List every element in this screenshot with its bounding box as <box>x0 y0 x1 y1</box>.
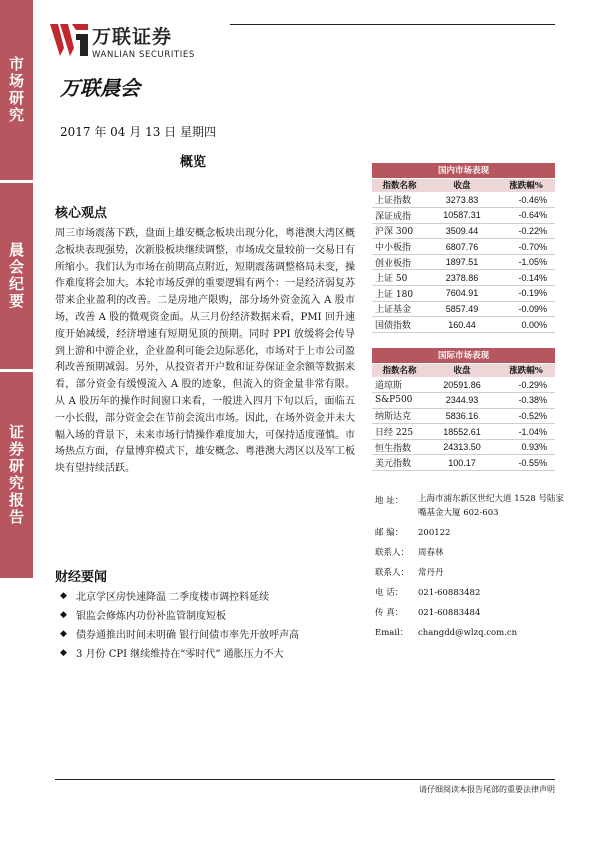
contact-key: 邮 编： <box>375 528 404 538</box>
index-name: 中小板指 <box>372 239 427 255</box>
contact-value: 周春林 <box>418 548 444 558</box>
table-row <box>372 301 555 317</box>
index-name: 沪深 300 <box>372 223 427 239</box>
index-name: 创业板指 <box>372 254 427 270</box>
news-heading: 财经要闻 <box>55 570 108 585</box>
contact-key: 传 真： <box>375 608 404 618</box>
table-row <box>372 223 555 239</box>
contact-row-person <box>375 546 565 560</box>
contact-value: 021-60883482 <box>418 588 481 598</box>
table-row <box>372 377 555 393</box>
index-name: 深证成指 <box>372 208 427 224</box>
contact-value: 常丹丹 <box>418 568 444 578</box>
index-name: 恒生指数 <box>372 439 427 455</box>
table-caption: 国际市场表现 <box>372 348 555 363</box>
table-row <box>372 408 555 424</box>
contact-key: 地 址： <box>375 496 404 506</box>
header-rule <box>230 24 555 25</box>
domestic-market-table <box>372 163 555 333</box>
contact-row-address <box>375 494 565 520</box>
index-change: -0.22% <box>497 223 555 239</box>
table-row <box>372 455 555 471</box>
index-change: -0.46% <box>497 192 555 208</box>
column-header: 收盘 <box>427 178 497 192</box>
table-row <box>372 270 555 286</box>
index-close: 3509.44 <box>427 223 497 239</box>
column-header: 收盘 <box>427 363 497 377</box>
overview-heading: 概览 <box>180 155 207 170</box>
index-close: 5836.16 <box>427 408 497 424</box>
column-header: 涨跌幅% <box>497 178 555 192</box>
index-name: 纳斯达克 <box>372 408 427 424</box>
brand-name-en: WANLIAN SECURITIES <box>92 50 195 60</box>
index-close: 1897.51 <box>427 254 497 270</box>
footer-rule <box>55 779 555 780</box>
index-change: -0.19% <box>497 286 555 302</box>
contact-row-fax <box>375 606 565 620</box>
index-close: 5857.49 <box>427 301 497 317</box>
diamond-bullet-icon: ◆ <box>60 590 67 601</box>
table-row <box>372 393 555 409</box>
table-row <box>372 254 555 270</box>
table-caption: 国内市场表现 <box>372 163 555 178</box>
table-row <box>372 439 555 455</box>
sidebar-label: 证券研究报告 <box>7 424 25 526</box>
brand-wordmark <box>92 22 195 60</box>
index-change: -0.52% <box>497 408 555 424</box>
index-close: 3273.83 <box>427 192 497 208</box>
core-view-body <box>55 226 355 478</box>
index-close: 2378.86 <box>427 270 497 286</box>
index-close: 160.44 <box>427 317 497 333</box>
index-name: 国债指数 <box>372 317 427 333</box>
index-change: -0.29% <box>497 377 555 393</box>
index-close: 10587.31 <box>427 208 497 224</box>
sidebar-label: 市场研究 <box>7 56 25 124</box>
contact-value: 上海市浦东新区世纪大道 1528 号陆家嘴基金大厦 602-603 <box>418 494 565 518</box>
brand-name-cn: 万联证券 <box>92 26 173 48</box>
news-item-text: 3 月份 CPI 继续维持在“零时代” 通胀压力不大 <box>76 649 284 660</box>
index-change: -0.64% <box>497 208 555 224</box>
table-row <box>372 424 555 440</box>
column-header: 涨跌幅% <box>497 363 555 377</box>
column-header: 指数名称 <box>372 363 427 377</box>
report-date: 2017 年 04 月 13 日 星期四 <box>60 125 216 139</box>
sidebar-block-market-research <box>0 0 33 180</box>
index-change: -0.55% <box>497 455 555 471</box>
column-header: 指数名称 <box>372 178 427 192</box>
table-row <box>372 317 555 333</box>
index-name: 上证 180 <box>372 286 427 302</box>
contact-block <box>375 494 565 646</box>
core-view-paragraph: 周三市场震荡下跌，盘面上雄安概念板块出现分化，粤港澳大湾区概念板块表现强势，次新股板块继续调整，市场成交量较前一交易日有所缩小。我们认为市场在前期高点附近，短期震荡调整格局未变，操作难度将会加大。本轮市场反弹的重要逻辑有两个：一是经济弱复苏带来企业盈利的改善。二是房地产限购，部分场外资金流入 A 股市场，改善 A 股的微观资金面。从三月份经济数据来看，PMI 回升速度开始减缓，经济增速有短期见顶的预期。同时 PPI 放缓将会传导到上游和中游企业，企业盈利可能会边际恶化，市场对于上市公司盈利改善预期减弱。另外，从投资者开户数和证券保证金余额等数据来看，部分资金有缓慢流入 A 股的迹象，但流入的资金量非常有限。从 A 股历年的操作时间窗口来看，一般进入四月下旬以后，面临五一小长假，部分资金会在节前会流出市场。因此，在场外资金并未大幅入场的背景下，未来市场行情操作难度加大，可保持适度谨慎。市场热点方面，存量博弈模式下，雄安概念、粤港澳大湾区以及军工板块有望持续活跃。 <box>55 228 355 475</box>
news-item[interactable] <box>60 586 299 605</box>
contact-key: 电 话： <box>375 588 404 598</box>
core-view-heading: 核心观点 <box>55 206 108 221</box>
contact-row-phone <box>375 586 565 600</box>
footer-disclaimer: 请仔细阅读本报告尾部的重要法律声明 <box>419 785 555 794</box>
sidebar-label: 晨会纪要 <box>7 242 25 310</box>
diamond-bullet-icon: ◆ <box>60 647 67 658</box>
index-close: 7604.91 <box>427 286 497 302</box>
index-close: 24313.50 <box>427 439 497 455</box>
contact-row-person <box>375 566 565 580</box>
index-change: -0.38% <box>497 393 555 409</box>
contact-row-postcode <box>375 526 565 540</box>
index-close: 6807.76 <box>427 239 497 255</box>
index-name: 道琼斯 <box>372 377 427 393</box>
sidebar-block-securities-report <box>0 372 33 578</box>
news-list <box>60 586 299 662</box>
email-link[interactable]: changdd@wlzq.com.cn <box>418 628 518 638</box>
news-item[interactable] <box>60 643 299 662</box>
index-close: 2344.93 <box>427 393 497 409</box>
table-row <box>372 239 555 255</box>
contact-value: 200122 <box>418 528 451 538</box>
index-name: 日经 225 <box>372 424 427 440</box>
contact-key: 联系人： <box>375 548 410 558</box>
index-name: 上证基金 <box>372 301 427 317</box>
index-close: 18552.61 <box>427 424 497 440</box>
diamond-bullet-icon: ◆ <box>60 628 67 639</box>
sidebar <box>0 0 33 842</box>
contact-row-email[interactable] <box>375 626 565 640</box>
news-item-text: 债券通推出时间未明确 银行间债市率先开放呼声高 <box>76 630 300 641</box>
index-close: 100.17 <box>427 455 497 471</box>
diamond-bullet-icon: ◆ <box>60 609 67 620</box>
index-name: 美元指数 <box>372 455 427 471</box>
contact-value: 021-60883484 <box>418 608 481 618</box>
index-change: -0.70% <box>497 239 555 255</box>
index-change: 0.00% <box>497 317 555 333</box>
index-change: -1.05% <box>497 254 555 270</box>
contact-key: 联系人： <box>375 568 410 578</box>
international-market-table <box>372 348 555 471</box>
news-item-text: 北京学区房快速降温 二季度楼市调控料延续 <box>76 592 270 603</box>
index-name: 上证指数 <box>372 192 427 208</box>
news-item[interactable] <box>60 624 299 643</box>
index-change: -0.14% <box>497 270 555 286</box>
table-row <box>372 286 555 302</box>
index-name: 上证 50 <box>372 270 427 286</box>
news-item[interactable] <box>60 605 299 624</box>
index-name: S&P500 <box>372 393 427 409</box>
sidebar-block-morning-notes <box>0 183 33 369</box>
index-change: 0.93% <box>497 439 555 455</box>
index-change: -1.04% <box>497 424 555 440</box>
brand-logo-icon <box>50 22 90 60</box>
news-item-text: 银监会修炼内功份补监管制度短板 <box>76 611 226 622</box>
index-change: -0.09% <box>497 301 555 317</box>
contact-key: Email： <box>375 628 409 638</box>
index-close: 20591.86 <box>427 377 497 393</box>
table-row <box>372 192 555 208</box>
report-title: 万联晨会 <box>60 76 140 100</box>
table-row <box>372 208 555 224</box>
